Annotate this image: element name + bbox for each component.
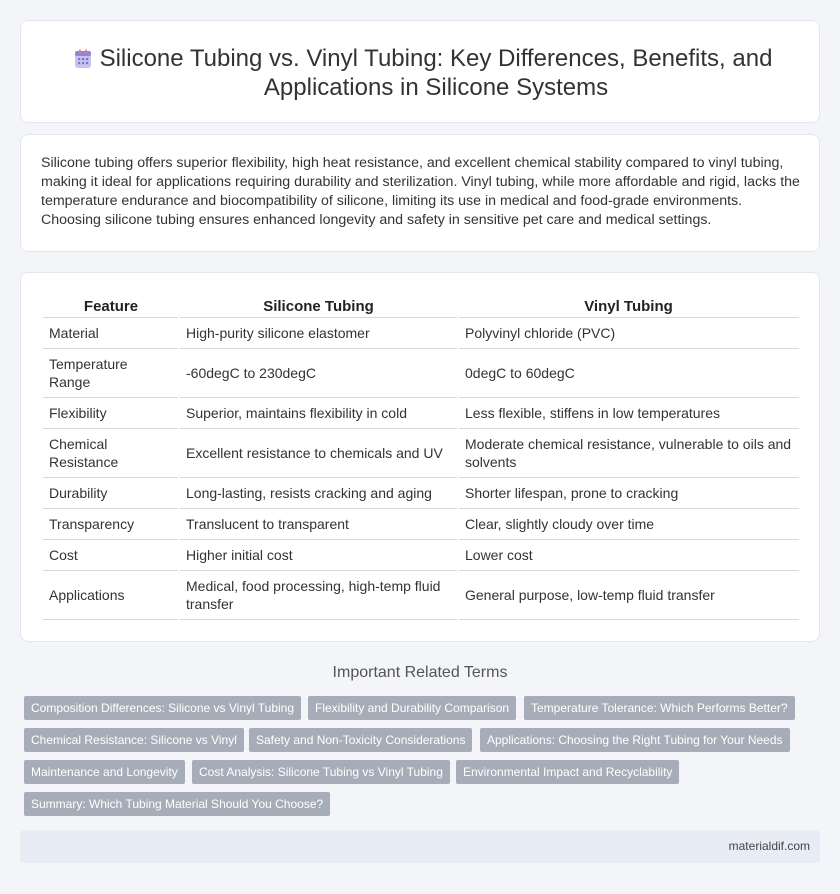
feature-cell: Durability [43,477,179,508]
silicone-cell: Medical, food processing, high-temp fluid transfer [179,570,458,619]
related-term-tag[interactable]: Environmental Impact and Recyclability [456,760,679,784]
related-term-tag[interactable]: Chemical Resistance: Silicone vs Vinyl [24,728,244,752]
vinyl-cell: 0degC to 60degC [458,348,799,397]
related-terms-heading: Important Related Terms [332,664,508,681]
vinyl-cell: Shorter lifespan, prone to cracking [458,477,799,508]
table-row [43,570,799,619]
column-header-feature: Feature [43,295,179,317]
footer-site-link[interactable]: materialdif.com [728,839,810,853]
table-row [43,348,799,397]
vinyl-cell: Lower cost [458,539,799,570]
feature-cell: Chemical Resistance [43,428,179,477]
feature-cell: Cost [43,539,179,570]
feature-cell: Flexibility [43,397,179,428]
table-row [43,428,799,477]
vinyl-cell: Polyvinyl chloride (PVC) [458,317,799,348]
feature-cell: Transparency [43,508,179,539]
table-row [43,477,799,508]
title-wrap [21,21,821,124]
silicone-cell: Excellent resistance to chemicals and UV [179,428,458,477]
silicone-cell: -60degC to 230degC [179,348,458,397]
vinyl-cell: Clear, slightly cloudy over time [458,508,799,539]
column-header-vinyl: Vinyl Tubing [458,295,799,317]
related-term-tag[interactable]: Safety and Non-Toxicity Considerations [249,728,472,752]
related-term-tag[interactable]: Summary: Which Tubing Material Should You Choose? [24,792,330,816]
column-header-silicone: Silicone Tubing [179,295,458,317]
table-row [43,317,799,348]
related-term-tag[interactable]: Composition Differences: Silicone vs Vinyl Tubing [24,696,301,720]
table-row [43,397,799,428]
silicone-cell: Higher initial cost [179,539,458,570]
feature-cell: Material [43,317,179,348]
related-term-tag[interactable]: Maintenance and Longevity [24,760,185,784]
silicone-cell: Translucent to transparent [179,508,458,539]
silicone-cell: Long-lasting, resists cracking and aging [179,477,458,508]
vinyl-cell: General purpose, low-temp fluid transfer [458,570,799,619]
related-term-tag[interactable]: Applications: Choosing the Right Tubing for Your Needs [480,728,790,752]
page-title: Silicone Tubing vs. Vinyl Tubing: Key Differences, Benefits, and Applications in Silicone Systems [99,44,773,101]
table-row [43,539,799,570]
comparison-card [20,272,820,642]
footer [20,830,820,863]
related-term-tag[interactable]: Temperature Tolerance: Which Performs Better? [524,696,795,720]
feature-cell: Temperature Range [43,348,179,397]
comparison-table [43,295,799,620]
table-header-row [43,295,799,317]
vinyl-cell: Moderate chemical resistance, vulnerable to oils and solvents [458,428,799,477]
table-row [43,508,799,539]
related-term-tag[interactable]: Flexibility and Durability Comparison [308,696,516,720]
vinyl-cell: Less flexible, stiffens in low temperatures [458,397,799,428]
intro-paragraph: Silicone tubing offers superior flexibility, high heat resistance, and excellent chemical stability compared to vinyl tubing, making it ideal for applications requiring durability and sterilization. Vinyl tubing, while more affordable and rigid, lacks the temperature endurance and biocompatibility of silicone, limiting its use in medical and food-grade environments. Choosing silicone tubing ensures enhanced longevity and safety in sensitive pet care and medical settings. [41,155,800,228]
intro-card [20,134,820,252]
related-term-tag[interactable]: Cost Analysis: Silicone Tubing vs Vinyl Tubing [192,760,450,784]
feature-cell: Applications [43,570,179,619]
silicone-cell: Superior, maintains flexibility in cold [179,397,458,428]
silicone-cell: High-purity silicone elastomer [179,317,458,348]
header-card [20,20,820,123]
